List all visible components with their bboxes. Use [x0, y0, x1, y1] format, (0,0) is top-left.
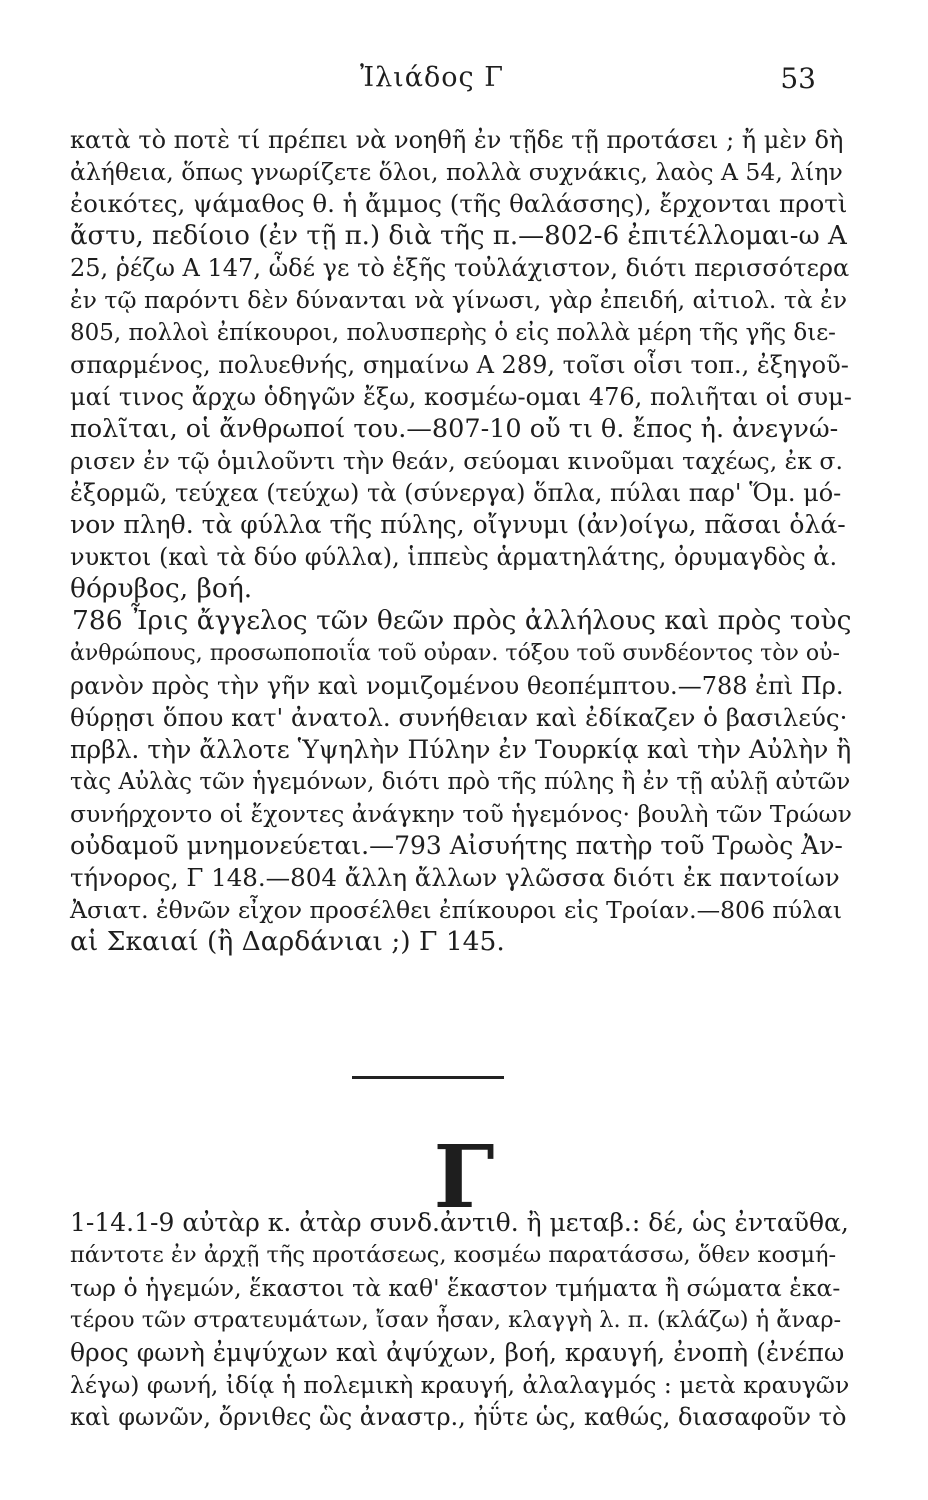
commentary-line: πρβλ. τὴν ἄλλοτε Ὑψηλὴν Πύλην ἐν Τουρκίᾳ καὶ τὴν Αὐλὴν ἢ — [70, 734, 852, 764]
commentary-paragraph-1 — [70, 124, 852, 605]
book-commentary-paragraph — [70, 1207, 852, 1434]
book-commentary-line: τέρου τῶν στρατευμάτων, ἴσαν ἦσαν, κλαγγὴ λ. π. (κλάζω) ἡ ἄναρ- — [70, 1307, 842, 1334]
commentary-line: τήνορος, Γ 148.—804 ἄλλη ἄλλων γλῶσσα διότι ἐκ παντοίων — [70, 863, 840, 893]
commentary-line: αἱ Σκαιαί (ἢ Δαρδάνιαι ;) Γ 145. — [70, 926, 505, 958]
commentary-line: τὰς Αὐλὰς τῶν ἡγεμόνων, διότι πρὸ τῆς πύλης ἢ ἐν τῇ αὐλῇ αὐτῶν — [70, 768, 851, 795]
commentary-text — [70, 124, 852, 958]
commentary-line: ρανὸν πρὸς τὴν γῆν καὶ νομιζομένου θεοπέμπτου.—788 ἐπὶ Πρ. — [70, 671, 844, 700]
book-commentary-line: καὶ φωνῶν, ὄρνιθες ὣς ἀναστρ., ἠΰτε ὡς, καθώς, διασαφοῦν τὸ — [70, 1403, 847, 1432]
book-commentary-line: λέγω) φωνή, ἰδίᾳ ἡ πολεμικὴ κραυγή, ἀλαλαγμός : μετὰ κραυγῶν — [70, 1371, 850, 1400]
commentary-line: ρισεν ἐν τῷ ὁμιλοῦντι τὴν θεάν, σεύομαι κινοῦμαι ταχέως, ἐκ σ. — [70, 446, 843, 475]
book-commentary-text — [70, 1207, 852, 1434]
commentary-line: θόρυβος, βοή. — [70, 573, 253, 605]
book-commentary-line: θρος φωνὴ ἐμψύχων καὶ ἀψύχων, βοή, κραυγή, ἐνοπὴ (ἐνέπω — [70, 1337, 845, 1367]
commentary-line: νυκτοι (καὶ τὰ δύο φύλλα), ἱππεὺς ἁρματηλάτης, ὀρυμαγδὸς ἀ. — [70, 543, 838, 572]
commentary-line: μαί τινος ἄρχω ὁδηγῶν ἔξω, κοσμέω-ομαι 476, πολιῆται οἱ συμ- — [70, 382, 852, 411]
commentary-line: 805, πολλοὶ ἐπίκουροι, πολυσπερὴς ὁ εἰς πολλὰ μέρη τῆς γῆς διε- — [70, 319, 836, 346]
book-commentary-line: πάντοτε ἐν ἀρχῇ τῆς προτάσεως, κοσμέω παρατάσσω, ὅθεν κοσμή- — [70, 1242, 837, 1269]
commentary-line: συνήρχοντο οἱ ἔχοντες ἀνάγκην τοῦ ἡγεμόνος· βουλὴ τῶν Τρώων — [70, 799, 852, 828]
commentary-line: 786 Ἶρις ἄγγελος τῶν θεῶν πρὸς ἀλλήλους καὶ πρὸς τοὺς — [72, 605, 852, 637]
commentary-line: ἄστυ, πεδίοιο (ἐν τῇ π.) διὰ τῆς π.—802-6 ἐπιτέλλομαι-ω Α — [70, 221, 847, 252]
commentary-line: θύρῃσι ὅπου κατ' ἀνατολ. συνήθειαν καὶ ἐδίκαζεν ὁ βασιλεύς· — [70, 702, 848, 732]
commentary-paragraph-2 — [70, 605, 852, 958]
book-heading: Γ — [433, 1127, 495, 1228]
commentary-line: 25, ῥέζω Α 147, ὧδέ γε τὸ ἑξῆς τοὐλάχιστον, διότι περισσότερα — [70, 254, 850, 283]
page-number: 53 — [780, 62, 816, 95]
commentary-line: πολῖται, οἱ ἄνθρωποί του.—807-10 οὔ τι θ. ἔπος ἠ. ἀνεγνώ- — [70, 413, 839, 444]
book-commentary-line: τωρ ὁ ἡγεμών, ἕκαστοι τὰ καθ' ἕκαστον τμήματα ἢ σώματα ἑκα- — [70, 1273, 841, 1302]
commentary-line: σπαρμένος, πολυεθνής, σημαίνω Α 289, τοῖσι οἷσι τοπ., ἐξηγοῦ- — [70, 350, 849, 379]
commentary-line: οὐδαμοῦ μνημονεύεται.—793 Αἰσυήτης πατὴρ τοῦ Τρωὸς Ἀν- — [70, 831, 843, 861]
section-divider-rule — [352, 1076, 504, 1079]
commentary-line: ἐοικότες, ψάμαθος θ. ἡ ἄμμος (τῆς θαλάσσης), ἔρχονται προτὶ — [70, 189, 848, 219]
commentary-line: κατὰ τὸ ποτὲ τί πρέπει νὰ νοηθῆ ἐν τῇδε τῇ προτάσει ; ἤ μὲν δὴ — [70, 126, 844, 154]
running-head: Ἰλιάδος Γ — [360, 62, 504, 93]
commentary-line: ἀλήθεια, ὅπως γνωρίζετε ὅλοι, πολλὰ συχνάκις, λαὸς Α 54, λίην — [70, 158, 843, 187]
commentary-line: Ἀσιατ. ἐθνῶν εἶχον προσέλθει ἐπίκουροι εἰς Τροίαν.—806 πύλαι — [70, 896, 843, 925]
commentary-line: ἐν τῷ παρόντι δὲν δύνανται νὰ γίνωσι, γὰρ ἐπειδή, αἰτιολ. τὰ ἐν — [70, 286, 848, 315]
commentary-line: νον πληθ. τὰ φύλλα τῆς πύλης, οἴγνυμι (ἀν)οίγω, πᾶσαι ὁλά- — [70, 510, 846, 540]
book-commentary-line: 1-14.1-9 αὐτὰρ κ. ἀτὰρ συνδ.ἀντιθ. ἢ μεταβ.: δέ, ὡς ἐνταῦθα, — [70, 1208, 849, 1237]
page-header — [0, 62, 928, 102]
commentary-line: ἐξορμῶ, τεύχεα (τεύχω) τὰ (σύνεργα) ὅπλα, πύλαι παρ' Ὅμ. μό- — [70, 479, 842, 508]
commentary-line: ἀνθρώπους, προσωποποιΐα τοῦ οὐραν. τόξου τοῦ συνδέοντος τὸν οὐ- — [70, 640, 840, 666]
